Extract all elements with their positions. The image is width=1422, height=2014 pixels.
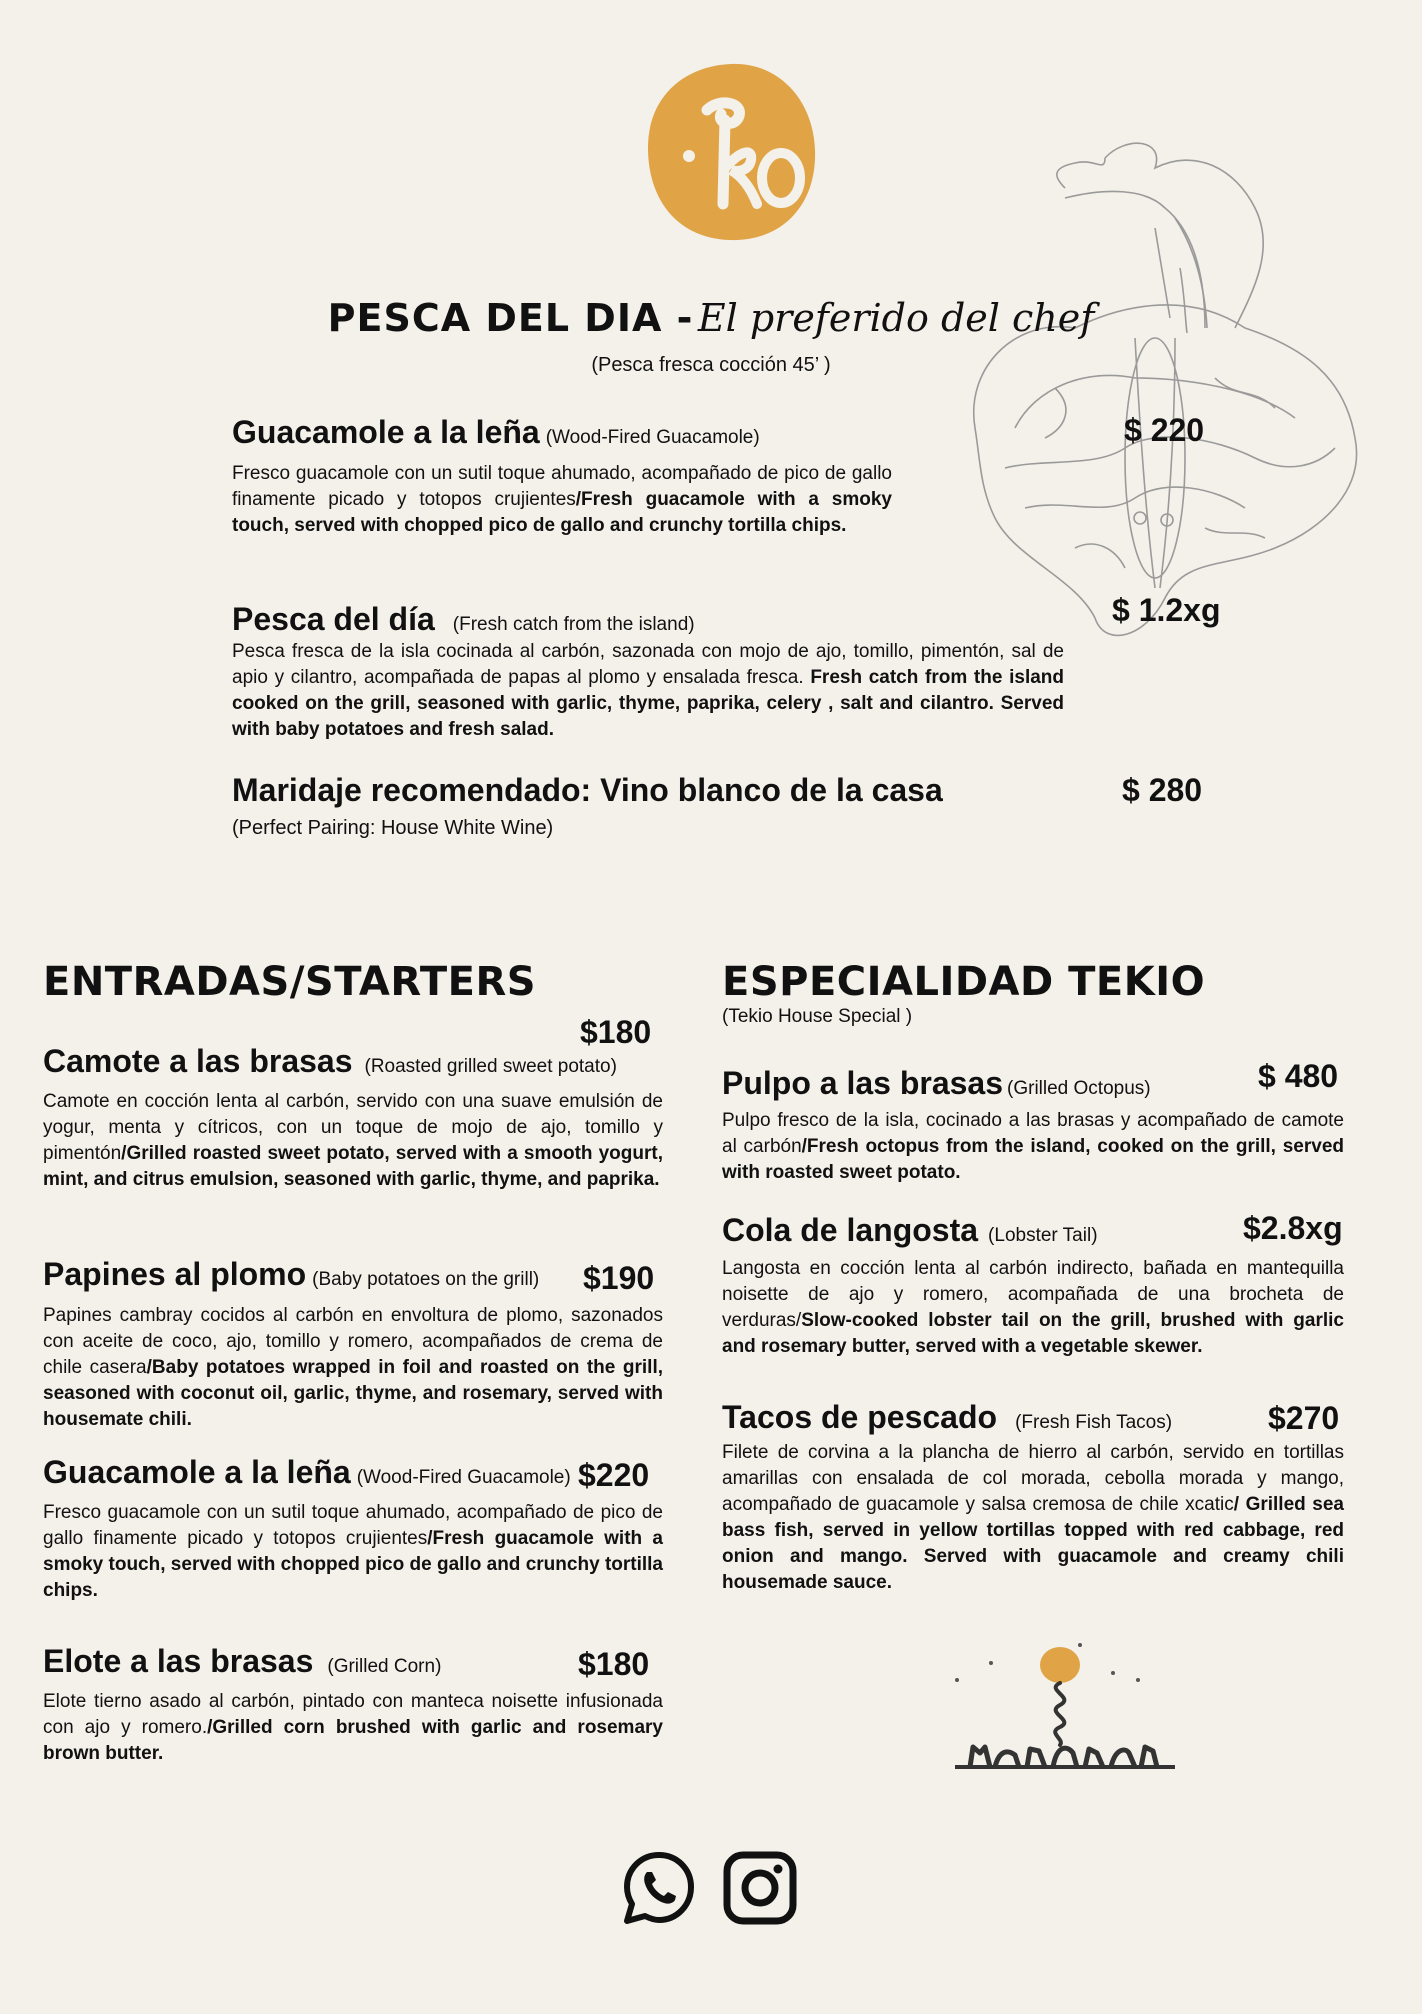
item-description: Papines cambray cocidos al carbón en envoltura de plomo, sazonados con aceite de coco, ajo, tomillo y romero, acompañados de crema de chile casera/Baby potatoes wrapped in foil and roasted on the grill, seasoned with coconut oil, garlic, thyme, and rosemary, served with housemate chili. — [43, 1305, 663, 1430]
item-name: Guacamole a la leña — [232, 414, 540, 450]
pesca-item-title — [232, 416, 760, 448]
item-name: Papines al plomo — [43, 1256, 307, 1292]
item-description: Fresco guacamole con un sutil toque ahumado, acompañado de pico de gallo finamente picado y totopos crujientes/Fresh guacamole with a smoky touch, served with chopped pico de gallo and crunchy tortilla chips. — [43, 1502, 664, 1601]
item-description: Pesca fresca de la isla cocinada al carbón, sazonada con mojo de ajo, tomillo, pimentón, sal de apio y cilantro, acompañada de papas al plomo y ensalada fresca. Fresh catch from the island cooked on the grill, seasoned with garlic, thyme, paprika, celery , salt and cilantro. Served with baby potatoes and fresh salad. — [232, 641, 1065, 740]
item-name-en: (Baby potatoes on the grill) — [312, 1269, 540, 1290]
pesca-subtitle: (Pesca fresca cocción 45’ ) — [591, 354, 831, 376]
item-name-en: (Wood-Fired Guacamole) — [545, 427, 760, 448]
item-name-en: (Wood-Fired Guacamole) — [356, 1467, 571, 1488]
item-name-en: (Fresh catch from the island) — [452, 614, 695, 635]
item-name: Guacamole a la leña — [43, 1454, 351, 1490]
item-price: $180 — [578, 1646, 650, 1682]
starter-item-title — [43, 1258, 539, 1290]
tekio-logo — [645, 58, 817, 244]
pesca-title-script: El preferido del chef — [697, 296, 1095, 340]
pairing-subtitle: (Perfect Pairing: House White Wine) — [232, 817, 554, 839]
item-price: $190 — [583, 1260, 655, 1296]
item-price: $270 — [1268, 1400, 1340, 1436]
item-description: Filete de corvina a la plancha de hierro al carbón, servido en tortillas amarillas con ensalada de col morada, cebolla morada y mango, acompañado de guacamole y salsa cremosa de chile xcatic/ Grilled sea bass fish, served in yellow tortillas topped with red cabbage, red onion and mango. Served with guacamole and creamy chili housemade sauce. — [722, 1442, 1344, 1593]
pesca-title — [0, 296, 1422, 340]
special-item-title — [722, 1067, 1151, 1099]
stingray-illustration — [955, 128, 1375, 668]
item-name-en: (Fresh Fish Tacos) — [1015, 1412, 1173, 1433]
item-name: Cola de langosta — [722, 1212, 979, 1248]
item-name: Pesca del día — [232, 601, 435, 637]
item-price: $2.8xg — [1243, 1210, 1343, 1246]
pairing-title: Maridaje recomendado: Vino blanco de la casa — [232, 772, 943, 808]
whatsapp-icon[interactable] — [621, 1850, 697, 1926]
item-price: $220 — [578, 1457, 650, 1493]
special-item-title — [722, 1401, 1172, 1433]
item-name-en: (Roasted grilled sweet potato) — [364, 1056, 617, 1077]
starter-item-title — [43, 1045, 617, 1077]
item-name-en: (Grilled Corn) — [327, 1656, 442, 1677]
specials-title: ESPECIALIDAD TEKIO — [722, 959, 1206, 1005]
starter-item-title — [43, 1645, 441, 1677]
item-price: $ 480 — [1258, 1058, 1339, 1094]
starter-item-title — [43, 1456, 571, 1488]
starters-title: ENTRADAS/STARTERS — [43, 959, 537, 1005]
specials-subtitle: (Tekio House Special ) — [722, 1006, 913, 1027]
item-price: $ 1.2xg — [1112, 592, 1221, 628]
item-price: $180 — [580, 1014, 652, 1050]
special-item-title — [722, 1214, 1098, 1246]
item-description: Camote en cocción lenta al carbón, servido con una suave emulsión de yogur, menta y cítricos, con un toque de mojo de ajo, tomillo y pimentón/Grilled roasted sweet potato, served with a smooth yogurt, mint, and citrus emulsion, seasoned with garlic, thyme, and paprika. — [43, 1091, 663, 1190]
item-price: $ 220 — [1124, 412, 1205, 448]
item-name: Elote a las brasas — [43, 1643, 314, 1679]
pesca-item-title — [232, 603, 695, 635]
instagram-icon[interactable] — [722, 1850, 798, 1926]
item-description: Elote tierno asado al carbón, pintado con manteca noisette infusionada con ajo y romero./Grilled corn brushed with garlic and rosemary brown butter. — [43, 1691, 663, 1764]
sun-figures-illustration — [935, 1635, 1205, 1795]
item-description: Fresco guacamole con un sutil toque ahumado, acompañado de pico de gallo finamente picado y totopos crujientes/Fresh guacamole with a smoky touch, served with chopped pico de gallo and crunchy tortilla chips. — [232, 463, 892, 536]
pairing-price: $ 280 — [1122, 772, 1203, 808]
item-name: Camote a las brasas — [43, 1043, 353, 1079]
item-description: Pulpo fresco de la isla, cocinado a las brasas y acompañado de camote al carbón/Fresh octopus from the island, cooked on the grill, served with roasted sweet potato. — [722, 1110, 1344, 1183]
item-description: Langosta en cocción lenta al carbón indirecto, bañada en mantequilla noisette de ajo y romero, acompañada de una brocheta de verduras/Slow-cooked lobster tail on the grill, brushed with garlic and rosemary butter, served with a vegetable skewer. — [722, 1258, 1344, 1357]
item-name-en: (Grilled Octopus) — [1007, 1078, 1151, 1099]
item-name: Pulpo a las brasas — [722, 1065, 1004, 1101]
item-name-en: (Lobster Tail) — [988, 1225, 1098, 1246]
pesca-title-main: PESCA DEL DIA - — [327, 296, 694, 340]
item-name: Tacos de pescado — [722, 1399, 998, 1435]
